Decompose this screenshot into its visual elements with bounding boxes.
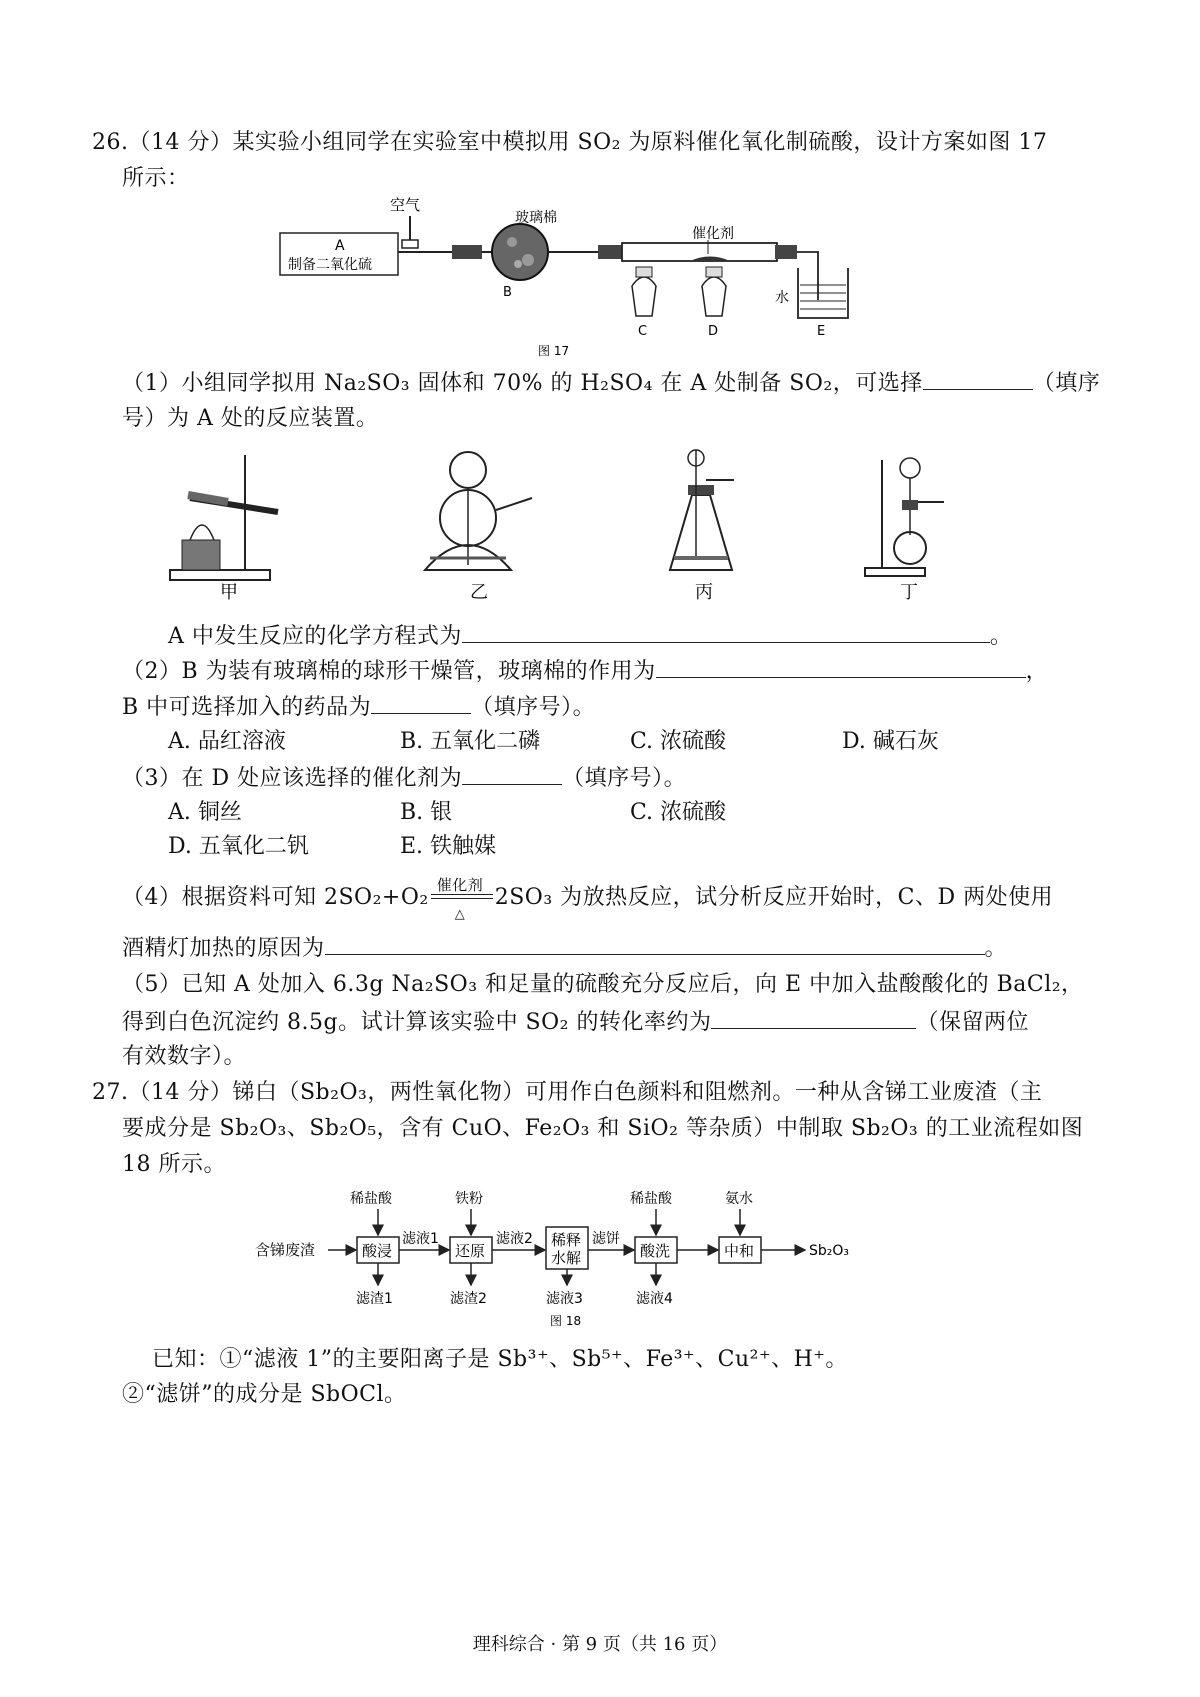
flow-step-reduce-label: 还原 (455, 1242, 486, 1260)
q26-points: （14 分） (128, 130, 233, 155)
q26-part2-suffix: （填序号）。 (471, 695, 596, 720)
q27-line3: 18 所示。 (122, 1152, 226, 1177)
q26-part3-option-b: B. 银 (400, 800, 453, 825)
q26-part3-option-e: E. 铁触媒 (400, 834, 497, 859)
figure-17 (270, 190, 870, 360)
answer-blank-7[interactable] (711, 1006, 916, 1029)
flow-input-4: 氨水 (725, 1191, 753, 1207)
q26-part1-line2: 号）为 A 处的反应装置。 (122, 406, 379, 431)
apparatus-ding (865, 458, 944, 603)
q26-number: 26. (92, 130, 129, 155)
q26-part2-line1 (122, 655, 1048, 687)
answer-blank-1[interactable] (923, 367, 1033, 390)
fig17-label-c: C (638, 324, 648, 339)
q26-part5-text: 得到白色沉淀约 8.5g。试计算该实验中 SO₂ 的转化率约为 (122, 1010, 712, 1035)
q26-part1-suffix: （填序 (1032, 371, 1101, 396)
apparatus-label-bing: 丙 (695, 582, 713, 603)
q26-part2-text2: B 中可选择加入的药品为 (122, 695, 372, 720)
q26-part2-option-a: A. 品红溶液 (168, 729, 286, 754)
q26-part4-line1 (122, 876, 1054, 922)
reaction-condition-heat: △ (454, 907, 466, 922)
q26-part5-suffix: （保留两位 (916, 1010, 1029, 1035)
flow-stream-3: 滤饼 (592, 1231, 620, 1247)
q26-part1-eq-end: 。 (989, 624, 1013, 649)
flow-step-neutralize-label: 中和 (724, 1242, 755, 1260)
q26-part3-line1 (122, 762, 686, 794)
fig17-box-a-text: 制备二氧化硫 (288, 257, 372, 273)
fig17-air-label: 空气 (390, 196, 421, 214)
q26-part4-end: 。 (984, 936, 1008, 961)
apparatus-label-ding: 丁 (900, 582, 918, 603)
q27-line1 (92, 1078, 1042, 1108)
reaction-arrow (429, 876, 495, 922)
apparatus-figures (160, 440, 980, 610)
fig17-label-b: B (503, 285, 512, 300)
apparatus-label-yi: 乙 (470, 582, 488, 603)
flow-input-2: 铁粉 (455, 1191, 483, 1207)
flow-output-3: 滤液3 (546, 1291, 583, 1307)
flow-output-4: 滤液4 (636, 1291, 673, 1307)
apparatus-label-jia: 甲 (220, 582, 238, 603)
fig17-drying-tube-b (492, 224, 548, 280)
fig17-label-e: E (817, 324, 826, 339)
q26-part2-option-b: B. 五氧化二磷 (400, 729, 541, 754)
q26-part2-option-d: D. 碱石灰 (842, 729, 939, 754)
apparatus-bing (670, 450, 734, 603)
fig17-caption: 图 17 (538, 344, 570, 358)
q26-part4-text3: 酒精灯加热的原因为 (122, 936, 325, 961)
q26-part2-option-c: C. 浓硫酸 (630, 729, 727, 754)
q26-part1-line1 (122, 367, 1100, 399)
q26-part1-eq-text: A 中发生反应的化学方程式为 (168, 624, 462, 649)
q26-part3-option-d: D. 五氧化二钒 (168, 834, 309, 859)
q26-intro-text: 某实验小组同学在实验室中模拟用 SO₂ 为原料催化氧化制硫酸，设计方案如图 17 (232, 130, 1048, 155)
q26-part3-text: （3）在 D 处应该选择的催化剂为 (122, 766, 463, 791)
q26-part1-text: （1）小组同学拟用 Na₂SO₃ 固体和 70% 的 H₂SO₄ 在 A 处制备 SO₂，可选择 (122, 371, 923, 396)
q26-intro-line1 (92, 128, 1047, 158)
flow-output-1: 滤渣1 (356, 1291, 393, 1307)
q27-known-1: 已知：①“滤液 1”的主要阳离子是 Sb³⁺、Sb⁵⁺、Fe³⁺、Cu²⁺、H⁺。 (152, 1347, 848, 1372)
figure-18-flowchart (250, 1185, 900, 1335)
q26-intro-line2: 所示： (122, 166, 190, 191)
flow-start: 含锑废渣 (255, 1241, 316, 1259)
flow-step-dilute-label: 稀释 (551, 1231, 582, 1249)
answer-blank-6[interactable] (325, 932, 985, 955)
apparatus-jia (170, 455, 278, 603)
q26-part5-line3: 有效数字）。 (122, 1044, 247, 1069)
q27-text1: （14 分）锑白（Sb₂O₃，两性氧化物）可用作白色颜料和阻燃剂。一种从含锑工业废渣（主 (128, 1080, 1043, 1105)
q26-part3-suffix: （填序号）。 (562, 766, 687, 791)
q26-part5-line2 (122, 1006, 1029, 1038)
q26-part2-text: （2）B 为装有玻璃棉的球形干燥管，玻璃棉的作用为 (122, 659, 656, 684)
answer-blank-2[interactable] (462, 620, 990, 643)
q26-part2-line2 (122, 691, 595, 723)
q26-part5-line1: （5）已知 A 处加入 6.3g Na₂SO₃ 和足量的硫酸充分反应后，向 E 中加入盐酸酸化的 BaCl₂， (122, 972, 1084, 997)
fig18-caption: 图 18 (550, 1314, 582, 1328)
q26-part4-text2: 2SO₃ 为放热反应，试分析反应开始时，C、D 两处使用 (494, 885, 1054, 910)
answer-blank-4[interactable] (371, 691, 471, 714)
q27-line2: 要成分是 Sb₂O₃、Sb₂O₅，含有 CuO、Fe₂O₃ 和 SiO₂ 等杂质）中制取 Sb₂O₃ 的工业流程如图 (122, 1116, 1084, 1141)
answer-blank-3[interactable] (656, 655, 1026, 678)
flow-step-acid-leach-label: 酸浸 (362, 1242, 393, 1260)
flow-stream-1: 滤液1 (402, 1231, 439, 1247)
q27-known-2: ②“滤饼”的成分是 SbOCl。 (122, 1382, 407, 1407)
answer-blank-5[interactable] (462, 762, 562, 785)
q26-part4-text: （4）根据资料可知 2SO₂+O₂ (122, 885, 429, 910)
flow-step-hydrolyze-label: 水解 (551, 1249, 582, 1267)
flow-product: Sb₂O₃ (809, 1243, 850, 1259)
reaction-condition-catalyst: 催化剂 (436, 876, 484, 894)
flow-step-acid-wash-label: 酸洗 (640, 1242, 671, 1260)
q26-part1-equation-line (168, 620, 1012, 652)
fig17-catalyst-label: 催化剂 (692, 226, 734, 242)
q26-part3-option-c: C. 浓硫酸 (630, 800, 727, 825)
fig17-box-a-letter: A (335, 238, 345, 254)
q26-part2-comma: ， (1025, 659, 1049, 684)
page-footer: 理科综合 · 第 9 页（共 16 页） (472, 1634, 728, 1655)
flow-input-3: 稀盐酸 (630, 1191, 672, 1207)
q26-part3-option-a: A. 铜丝 (168, 800, 242, 825)
q26-part4-line2 (122, 932, 1007, 964)
apparatus-yi (425, 452, 532, 603)
fig17-glass-wool-label: 玻璃棉 (515, 210, 557, 226)
q27-number: 27. (92, 1080, 129, 1105)
flow-stream-2: 滤液2 (496, 1231, 533, 1247)
fig17-water-label: 水 (775, 290, 789, 306)
fig17-label-d: D (708, 324, 719, 339)
flow-output-2: 滤渣2 (450, 1291, 487, 1307)
flow-input-1: 稀盐酸 (350, 1191, 392, 1207)
